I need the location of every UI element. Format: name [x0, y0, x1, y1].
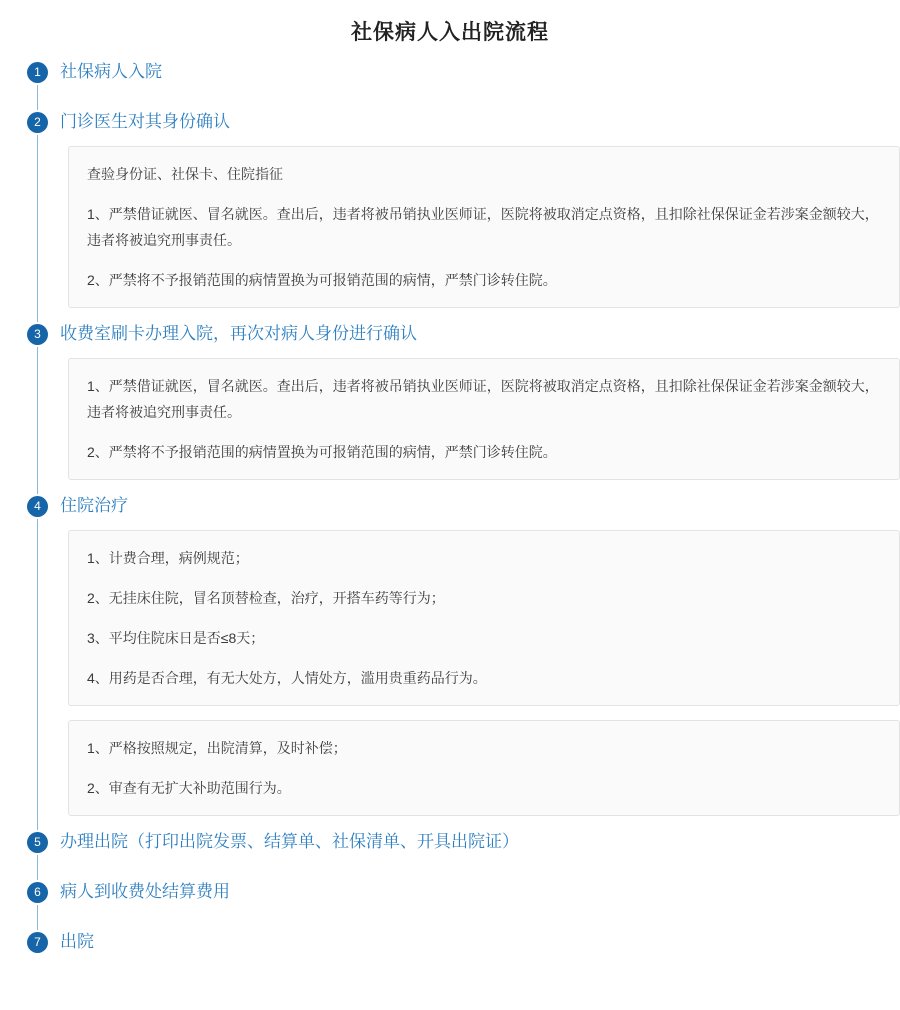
- detail-line: 1、严格按照规定，出院清算，及时补偿；: [87, 740, 347, 756]
- flow-diagram: [20, 60, 900, 958]
- flow-step-4: [20, 494, 900, 816]
- detail-line: 2、严禁将不予报销范围的病情置换为可报销范围的病情，严禁门诊转住院。: [87, 272, 557, 288]
- detail-line: 1、计费合理，病例规范；: [87, 550, 249, 566]
- step-label-1: 社保病人入院: [60, 62, 162, 81]
- step-number-badge-1: 1: [27, 62, 48, 83]
- detail-line: 查验身份证、社保卡、住院指征: [87, 166, 283, 182]
- step-number-badge-2: 2: [27, 112, 48, 133]
- flow-step-2: [20, 110, 900, 308]
- detail-line: 2、审查有无扩大补助范围行为。: [87, 780, 291, 796]
- flow-step-3: [20, 322, 900, 480]
- detail-line: 2、无挂床住院，冒名顶替检查，治疗，开搭车药等行为；: [87, 590, 445, 606]
- detail-line: 1、严禁借证就医、冒名就医。查出后，违者将被吊销执业医师证，医院将被取消定点资格，且扣除社保保证金若涉案金额较大，违者将被追究刑事责任。: [87, 206, 879, 248]
- detail-line: 3、平均住院床日是否≤8天；: [87, 630, 265, 646]
- step-number-badge-7: 7: [27, 932, 48, 953]
- step-4-detail-panel-1: [68, 530, 900, 706]
- step-number-badge-3: 3: [27, 324, 48, 345]
- step-number-badge-4: 4: [27, 496, 48, 517]
- step-3-detail-panel: [68, 358, 900, 480]
- step-label-6: 病人到收费处结算费用: [60, 882, 230, 901]
- step-label-4: 住院治疗: [60, 496, 128, 515]
- flow-step-1: [20, 60, 900, 88]
- flow-step-5: [20, 830, 900, 858]
- detail-line: 2、严禁将不予报销范围的病情置换为可报销范围的病情，严禁门诊转住院。: [87, 444, 557, 460]
- flow-step-6: [20, 880, 900, 908]
- step-number-badge-6: 6: [27, 882, 48, 903]
- page-title: 社保病人入出院流程: [351, 21, 549, 44]
- step-label-5: 办理出院（打印出院发票、结算单、社保清单、开具出院证）: [60, 832, 519, 851]
- step-4-detail-panel-2: [68, 720, 900, 816]
- flow-step-7: [20, 930, 900, 958]
- step-2-detail-panel: [68, 146, 900, 308]
- step-label-7: 出院: [60, 932, 94, 951]
- step-label-3: 收费室刷卡办理入院，再次对病人身份进行确认: [60, 324, 417, 343]
- step-number-badge-5: 5: [27, 832, 48, 853]
- step-label-2: 门诊医生对其身份确认: [60, 112, 230, 131]
- detail-line: 1、严禁借证就医，冒名就医。查出后，违者将被吊销执业医师证，医院将被取消定点资格，且扣除社保保证金若涉案金额较大，违者将被追究刑事责任。: [87, 378, 879, 420]
- detail-line: 4、用药是否合理，有无大处方，人情处方，滥用贵重药品行为。: [87, 670, 487, 686]
